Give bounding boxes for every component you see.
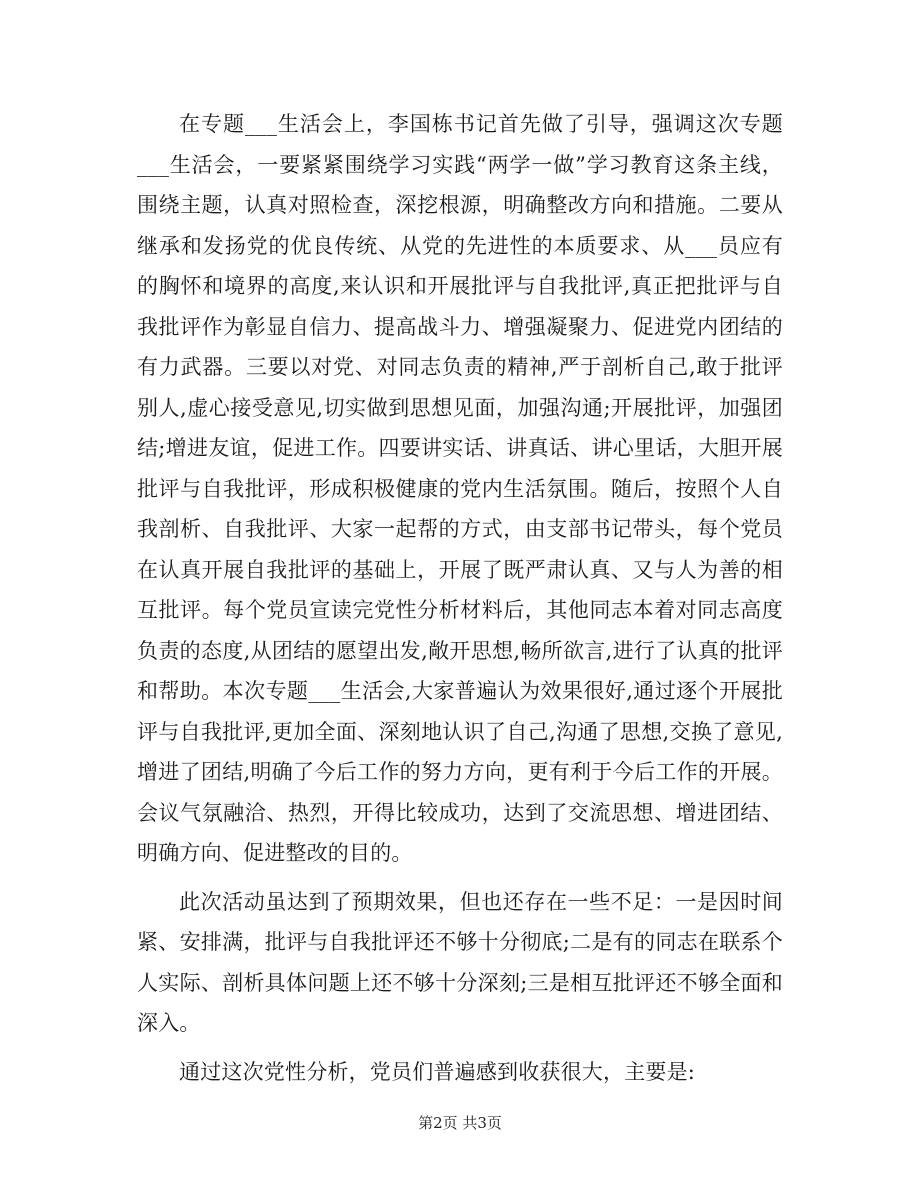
document-body xyxy=(137,104,783,1092)
body-paragraph-gains-intro: 通过这次党性分析，党员们普遍感到收获很大，主要是: xyxy=(179,1059,696,1084)
page-number-footer: 第2页 共3页 xyxy=(418,1114,502,1132)
body-paragraph-shortcomings: 此次活动虽达到了预期效果，但也还存在一些不足：一是因时间紧、安排满，批评与自我批评还不够十分彻底;二是有的同志在联系个人实际、剖析具体问题上还不够十分深刻;三是相互批评还不够全面和深入。 xyxy=(137,889,783,1035)
body-paragraph-meeting-summary: 在专题___生活会上，李国栋书记首先做了引导，强调这次专题___生活会，一要紧紧围绕学习实践“两学一做”学习教育这条主线，围绕主题，认真对照检查，深挖根源，明确整改方向和措施。二要从继承和发扬党的优良传统、从党的先进性的本质要求、从___员应有的胸怀和境界的高度,来认识和开展批评与自我批评,真正把批评与自我批评作为彰显自信力、提高战斗力、增强凝聚力、促进党内团结的有力武器。三要以对党、对同志负责的精神,严于剖析自己,敢于批评别人,虚心接受意见,切实做到思想见面，加强沟通;开展批评，加强团结;增进友谊，促进工作。四要讲实话、讲真话、讲心里话，大胆开展批评与自我批评，形成积极健康的党内生活氛围。随后，按照个人自我剖析、自我批评、大家一起帮的方式，由支部书记带头，每个党员在认真开展自我批评的基础上，开展了既严肃认真、又与人为善的相互批评。每个党员宣读完党性分析材料后，其他同志本着对同志高度负责的态度,从团结的愿望出发,敞开思想,畅所欲言,进行了认真的批评和帮助。本次专题___生活会,大家普遍认为效果很好,通过逐个开展批评与自我批评,更加全面、深刻地认识了自己,沟通了思想,交换了意见,增进了团结,明确了今后工作的努力方向，更有利于今后工作的开展。会议气氛融洽、热烈，开得比较成功，达到了交流思想、增进团结、明确方向、促进整改的目的。 xyxy=(137,112,783,865)
